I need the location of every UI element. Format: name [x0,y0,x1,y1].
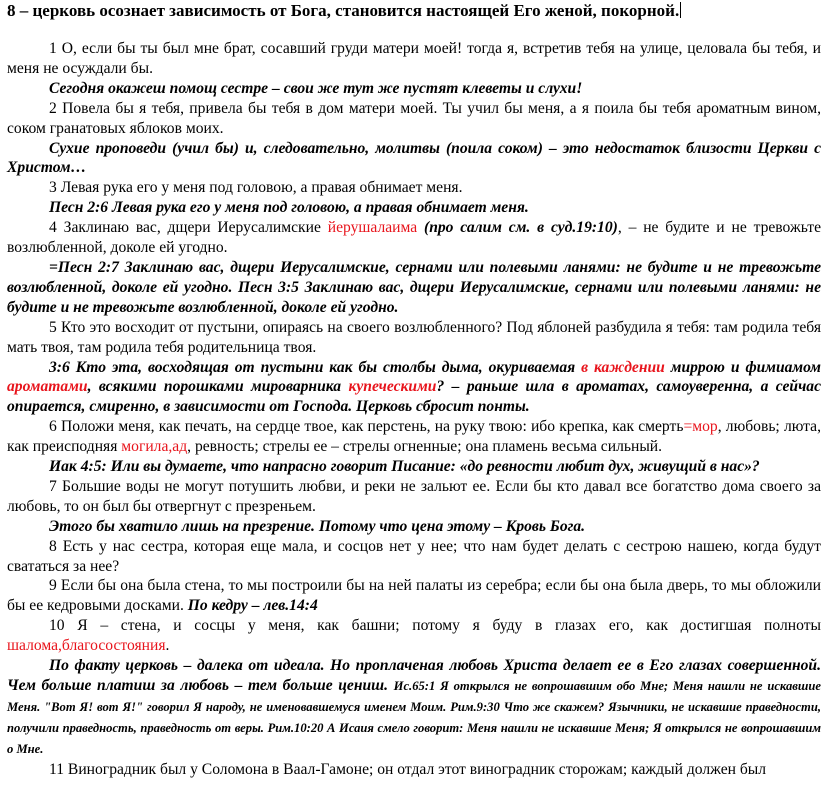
paragraph [7,457,821,477]
document-body [7,39,821,778]
text-run: 8 Есть у нас сестра, которая еще мала, и сосцов нет у нее; что нам будет делать с сестрою нашею, когда будут свататься за нее? [7,537,821,575]
text-run: шалома,благосостояния [7,637,166,655]
document-page [7,0,821,778]
paragraph [7,79,821,99]
text-run: Сегодня окажеш помощ сестре – свои же тут же пустят клеветы и слухи! [49,79,583,97]
text-run: 3:6 Кто эта, восходящая от пустыни как бы столбы дыма, окуриваемая [49,358,582,376]
text-run: 5 Кто это восходит от пустыни, опираясь на своего возлюбленного? Под яблоней разбудила я тебя: там родила тебя мать твоя, там родила тебя родительница твоя. [7,318,821,356]
text-run: в каждении [581,358,665,376]
paragraph [7,358,821,418]
paragraph [7,576,821,616]
paragraph [7,477,821,517]
text-run: , ревность; стрелы ее – стрелы огненные; она пламень весьма сильный. [187,438,663,456]
text-run: Ис.65:1 Я открылся не вопрошавшим обо Мне; Меня нашли не искавшие Меня. "Вот Я! вот Я!" говорил Я народу, не именовавшемуся именем Моим. Рим.9:30 Что же скажем? Язычники, не искавшие праведности, получили праведность, праведность от веры. Рим.10:20 А Исаия смело говорит: Меня нашли не искавшие Меня; Я открылся не вопрошавшим о Мне. [7,679,821,756]
paragraph [7,760,821,778]
paragraph [7,258,821,318]
paragraph [7,198,821,218]
paragraph [7,417,821,457]
text-run: =мор [683,418,718,436]
text-run: , – не будите и не тревожьте возлюбленной, доколе ей угодно. [7,219,821,257]
text-run: 10 Я – стена, и сосцы у меня, как башни; потому я буду в глазах его, как достигшая полноты [49,617,821,635]
text-run: По кедру – лев.14:4 [187,597,318,615]
paragraph [7,218,821,258]
text-run: Иак 4:5: Или вы думаете, что напрасно говорит Писание: «до ревности любит дух, живущий в нас»? [49,458,760,476]
text-run: 1 О, если бы ты был мне брат, сосавший груди матери моей! тогда я, встретив тебя на улице, целовала бы тебя, и меня не осуждали бы. [7,40,821,77]
text-run: 4 Заклинаю вас, дщери Иерусалимские [49,219,328,237]
text-run: 7 Большие воды не могут потушить любви, и реки не зальют ее. Если бы кто давал все богатство дома своего за любовь, то он был бы отвергнут с презреньем. [7,477,821,515]
text-run: ? – раньше шла в ароматах, самоуверенна, а сейчас опирается, смиренно, в зависимости от Господа. Церковь сбросит понты. [7,378,821,416]
text-run: йерушалаима [327,219,418,237]
text-run: , всякими порошками мироварника [87,378,349,396]
text-run: купеческими [348,378,437,396]
paragraph [7,656,821,760]
paragraph [7,178,821,198]
text-run: (про салим см. в суд.19:10) [424,219,618,237]
text-run: ароматами [7,378,88,396]
text-cursor [680,2,681,18]
text-run: 6 Положи меня, как печать, на сердце твое, как перстень, на руку твою: ибо крепка, как смерть [49,418,684,436]
text-run: Этого бы хватило лишь на презрение. Потому что цена этому – Кровь Бога. [49,517,586,535]
text-run: . [165,637,170,655]
paragraph [7,139,821,179]
text-run: Сухие проповеди (учил бы) и, следовательно, молитвы (поила соком) – это недостаток близости Церкви с Христом… [7,139,821,177]
text-run [417,219,424,236]
paragraph [7,39,821,79]
text-run: 2 Повела бы я тебя, привела бы тебя в дом матери моей. Ты учил бы меня, а я поила бы тебя ароматным вином, соком гранатовых яблоков моих. [7,99,821,137]
text-run: , любовь; люта, как преисподняя [7,418,821,456]
text-run: могила,ад [121,438,188,456]
paragraph [7,537,821,577]
paragraph [7,616,821,656]
text-run: 9 Если бы она была стена, то мы построили бы на ней палаты из серебра; если бы она была дверь, то мы обложили бы ее кедровыми досками. [7,577,821,615]
text-run: миррою и фимиамом [664,358,821,376]
text-run: По факту церковь – далека от идеала. Но проплаченая любовь Христа делает ее в Его глазах совершенной. Чем больше платиш за любовь – тем больше цениш. [7,657,821,694]
paragraph [7,99,821,139]
text-run: 11 Виноградник был у Соломона в Ваал-Гамоне; он отдал этот виноградник сторожам; каждый должен был [49,760,767,778]
paragraph [7,517,821,537]
paragraph [7,318,821,358]
section-title-text: 8 – церковь осознает зависимость от Бога, становится настоящей Его женой, покорной. [7,1,680,20]
text-run: Песн 2:6 Левая рука его у меня под головою, а правая обнимает меня. [49,199,529,217]
text-run: 3 Левая рука его у меня под головою, а правая обнимает меня. [49,179,463,197]
text-run: =Песн 2:7 Заклинаю вас, дщери Иерусалимские, сернами или полевыми ланями: не будите и не тревожьте возлюбленной, доколе ей угодно. Песн 3:5 Заклинаю вас, дщери Иерусалимские, сернами или полевыми ланями: не будите и не тревожьте возлюбленной, доколе ей угодно. [7,258,821,316]
section-title [7,0,821,22]
